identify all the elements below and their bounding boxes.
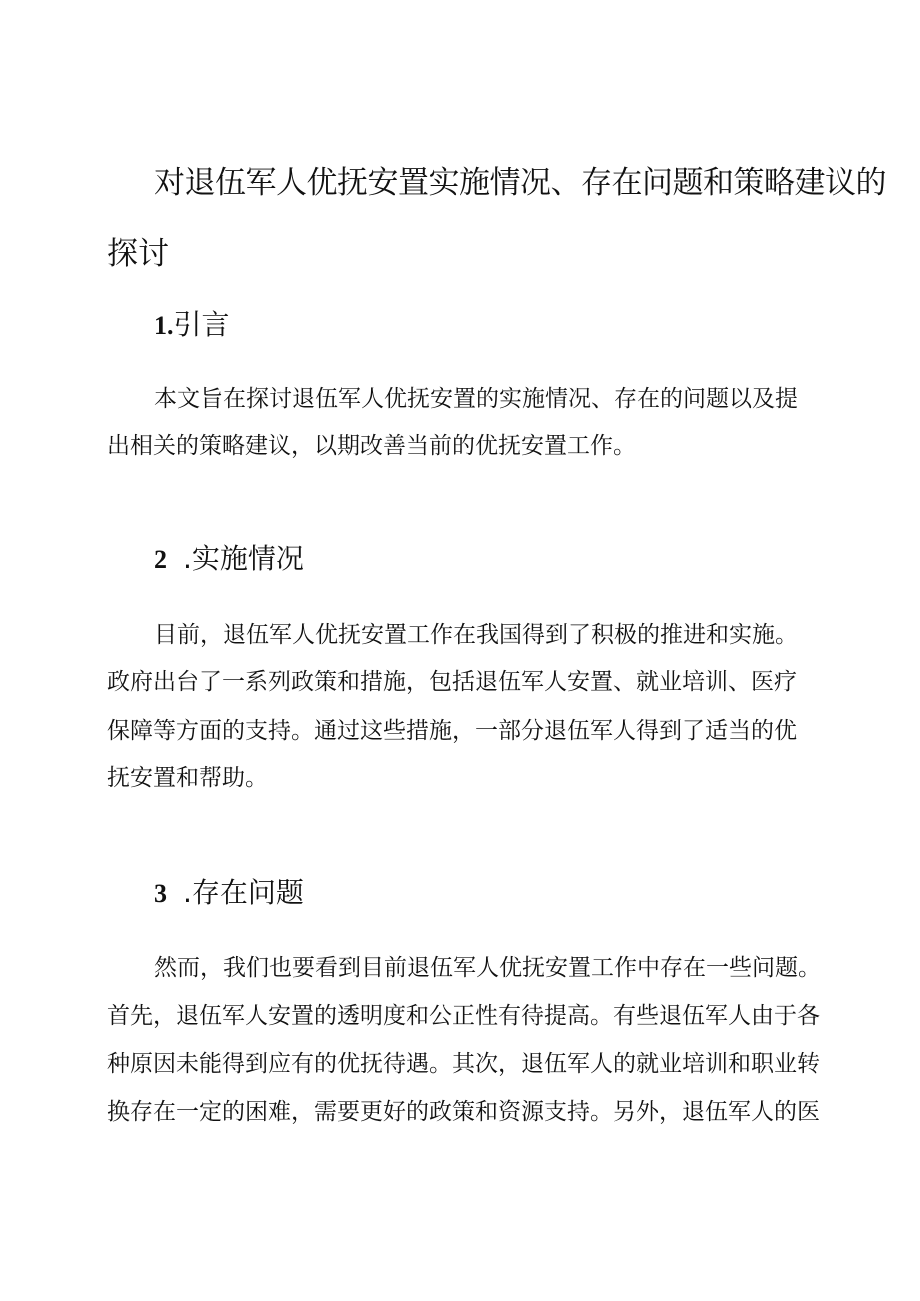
section-title: 引言 [173, 308, 230, 341]
paragraph-line: 然而，我们也要看到目前退伍军人优抚安置工作中存在一些问题。 [154, 955, 821, 981]
section-heading-implementation [154, 541, 304, 578]
paragraph-line: 抚安置和帮助。 [107, 765, 268, 791]
paragraph-line: 目前，退伍军人优抚安置工作在我国得到了积极的推进和实施。 [154, 622, 798, 648]
section-title: .实施情况 [183, 542, 304, 575]
paragraph-line: 种原因未能得到应有的优抚待遇。其次，退伍军人的就业培训和职业转 [107, 1051, 820, 1077]
paragraph-line: 本文旨在探讨退伍军人优抚安置的实施情况、存在的问题以及提 [154, 386, 798, 412]
section-number: 2 [154, 545, 167, 574]
paragraph-line: 保障等方面的支持。通过这些措施，一部分退伍军人得到了适当的优 [107, 718, 797, 744]
paragraph-line: 首先，退伍军人安置的透明度和公正性有待提高。有些退伍军人由于各 [107, 1003, 820, 1029]
paragraph-line: 出相关的策略建议，以期改善当前的优抚安置工作。 [107, 433, 636, 459]
section-number: 1. [154, 311, 174, 340]
paragraph-line: 政府出台了一系列政策和措施，包括退伍军人安置、就业培训、医疗 [107, 669, 797, 695]
section-heading-problems [154, 875, 304, 912]
document-title-line-2: 探讨 [107, 236, 169, 272]
paragraph-line: 换存在一定的困难，需要更好的政策和资源支持。另外，退伍军人的医 [107, 1099, 820, 1125]
section-number: 3 [154, 879, 167, 908]
section-heading-introduction [154, 307, 230, 344]
section-title: .存在问题 [183, 876, 304, 909]
document-title-line-1: 对退伍军人优抚安置实施情况、存在问题和策略建议的 [154, 165, 886, 201]
